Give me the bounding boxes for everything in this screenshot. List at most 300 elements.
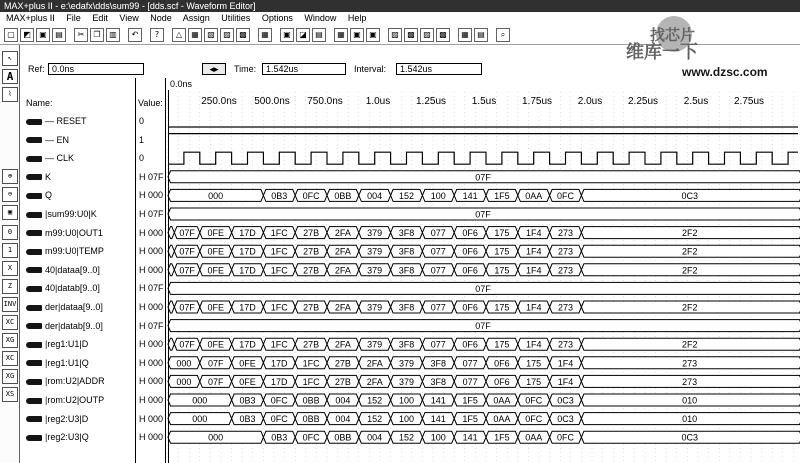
program-icon[interactable]: ▩ — [436, 28, 450, 42]
waveform-12[interactable] — [168, 338, 800, 350]
compiler-icon[interactable]: ▦ — [188, 28, 202, 42]
input-pin-icon — [26, 137, 42, 143]
bus-value-label: 1F5 — [494, 432, 510, 443]
signal-name-row[interactable] — [20, 112, 135, 130]
bus-value-label: 0BB — [302, 395, 320, 406]
dzsc-logo — [614, 12, 800, 82]
bus-value-label: 0BB — [334, 190, 352, 201]
signal-name-row[interactable] — [20, 261, 135, 279]
bus-node-icon — [26, 379, 42, 385]
bus-node-icon — [26, 193, 42, 199]
open-icon[interactable]: ◩ — [20, 28, 34, 42]
tick-label: 1.25us — [415, 96, 447, 107]
waveform-9[interactable] — [168, 282, 800, 294]
signal-value: H 000 — [139, 413, 164, 424]
bus-value-label: 07F — [475, 283, 491, 294]
signal-name: der|dataa[9..0] — [45, 302, 103, 312]
logo-mid-text: 维库一下 — [626, 42, 698, 63]
bus-value-label: 0FE — [207, 265, 224, 276]
bus-value-label: 2FA — [334, 265, 351, 276]
bus-node-icon — [26, 286, 42, 292]
bus-value-label: 152 — [398, 190, 415, 201]
waveform-area[interactable] — [166, 78, 800, 463]
bus-value-label: 2F2 — [681, 265, 698, 276]
invert-icon[interactable]: INV — [2, 297, 18, 312]
bus-value-label: 1FC — [302, 376, 320, 387]
signal-name-row[interactable] — [20, 391, 135, 409]
signal-name: |reg2:U3|D — [45, 413, 89, 424]
signal-name-row[interactable] — [20, 335, 135, 353]
bus-value-label: 1FC — [270, 228, 288, 239]
floorplan-icon[interactable]: ▦ — [258, 28, 272, 42]
bus-value-label: 0FC — [525, 395, 543, 406]
bus-value-label: 27B — [303, 228, 320, 239]
waveform-10[interactable] — [168, 301, 800, 313]
waveform-16[interactable] — [168, 413, 800, 425]
bus-value-label: 1FC — [302, 358, 320, 369]
signal-name-row[interactable] — [20, 317, 135, 335]
bus-value-label: 0B3 — [239, 395, 256, 406]
programmer-icon[interactable]: ▩ — [236, 28, 250, 42]
bus-value-label: 175 — [494, 339, 510, 350]
signal-name: |reg1:U1|Q — [45, 357, 89, 368]
bus-value-label: 0F6 — [494, 358, 510, 369]
signal-name: |rom:U2|OUTP — [45, 395, 105, 405]
bus-value-label: 077 — [430, 302, 446, 313]
waveform-17[interactable] — [168, 431, 800, 443]
menu-app[interactable]: MAX+plus II — [6, 13, 55, 23]
timing-icon[interactable]: ▨ — [220, 28, 234, 42]
value-column-header: Value: — [138, 98, 163, 108]
signal-name-row[interactable] — [20, 410, 135, 428]
signal-name: K — [45, 171, 52, 182]
symbol-editor-icon[interactable]: ◪ — [296, 28, 310, 42]
bus-value-label: 0C3 — [681, 190, 698, 201]
bus-value-label: 17D — [271, 376, 288, 387]
bus-value-label: 1F4 — [525, 302, 542, 313]
bus-value-label: 0BB — [334, 432, 352, 443]
bus-value-label: 0F6 — [462, 228, 478, 239]
bus-value-label: 152 — [398, 432, 415, 443]
signal-name: |sum99:U0|K — [45, 209, 97, 219]
bus-value-label: 0FC — [270, 395, 288, 406]
signal-name-column — [20, 78, 136, 463]
waveform-14[interactable] — [168, 375, 800, 387]
bus-value-label: 2FA — [334, 339, 351, 350]
bus-value-label: 3F8 — [398, 302, 415, 313]
logo-top-text: 找芯片 — [650, 26, 696, 44]
reference-bar — [20, 61, 620, 77]
bus-value-label: 0B3 — [239, 414, 256, 425]
bus-value-label: 077 — [430, 228, 446, 239]
tick-label: 2.5us — [683, 96, 709, 107]
name-column-header: Name: — [26, 98, 53, 108]
bus-value-label: 004 — [367, 432, 383, 443]
waveform-15[interactable] — [168, 394, 800, 406]
bus-value-label: 175 — [494, 228, 510, 239]
window-title: MAX+plus II - e:\edafx\dds\sum99 - [dds.scf - Waveform Editor] — [4, 1, 256, 11]
bus-value-label: 0FE — [239, 376, 256, 387]
bus-value-label: 27B — [303, 265, 320, 276]
bus-value-label: 2FA — [366, 376, 383, 387]
bus-value-label: 1FC — [270, 302, 288, 313]
bus-value-label: 175 — [494, 246, 510, 257]
menu-help[interactable]: Help — [347, 13, 367, 23]
left-tool-palette — [0, 45, 20, 463]
bus-value-label: 0F6 — [462, 246, 478, 257]
bus-value-label: 27B — [334, 358, 351, 369]
timeline-origin-label: 0.0ns — [170, 79, 193, 89]
bus-value-label: 07F — [207, 376, 224, 387]
bus-value-label: 0C3 — [681, 432, 698, 443]
signal-value: H 07F — [139, 283, 164, 294]
tick-label: 2.25us — [627, 96, 659, 107]
bus-value-label: 1FC — [270, 339, 288, 350]
signal-value-column — [136, 78, 166, 463]
bus-value-label: 1F4 — [525, 246, 542, 257]
bus-node-icon — [26, 267, 42, 273]
interval-label: Interval: — [354, 64, 387, 74]
count-value-icon[interactable]: XC — [2, 315, 18, 330]
bus-value-label: 0F6 — [494, 376, 510, 387]
signal-name-row[interactable] — [20, 131, 135, 149]
compile-icon[interactable]: ▨ — [388, 28, 402, 42]
bus-value-label: 1F4 — [525, 265, 542, 276]
bus-value-label: 000 — [208, 432, 224, 443]
waveform-7[interactable] — [168, 245, 800, 257]
bus-value-label: 100 — [398, 395, 415, 406]
waveform-2[interactable] — [168, 152, 798, 164]
bus-value-label: 07F — [475, 321, 491, 332]
paste-icon[interactable]: ▥ — [106, 28, 120, 42]
bus-value-label: 175 — [526, 376, 542, 387]
signal-name-row[interactable] — [20, 372, 135, 390]
hierarchy-icon[interactable]: △ — [172, 28, 186, 42]
signal-name: m99:U0|TEMP — [45, 246, 104, 257]
undo-icon[interactable]: ↶ — [128, 28, 142, 42]
bus-value-label: 17D — [239, 302, 256, 313]
bus-value-label: 379 — [367, 302, 383, 313]
bus-value-label: 004 — [335, 414, 351, 425]
text-editor-icon[interactable]: ▤ — [312, 28, 326, 42]
bus-value-label: 004 — [335, 395, 351, 406]
menu-options[interactable]: Options — [261, 13, 293, 23]
tick-label: 1.0us — [365, 96, 391, 107]
bus-value-label: 07F — [207, 358, 224, 369]
signal-value: H 000 — [139, 357, 164, 368]
tick-label: 2.0us — [577, 96, 603, 107]
bus-node-icon — [26, 360, 42, 366]
bus-value-label: 100 — [430, 432, 446, 443]
waveform-tool-icon[interactable]: ⌇ — [2, 87, 18, 102]
bus-value-label: 000 — [192, 414, 208, 425]
print-icon[interactable]: ▤ — [52, 28, 66, 42]
bus-value-label: 2FA — [334, 302, 351, 313]
bus-value-label: 175 — [494, 265, 510, 276]
menu-node[interactable]: Node — [150, 13, 172, 23]
bus-value-label: 077 — [430, 246, 446, 257]
bus-value-label: 27B — [303, 339, 320, 350]
signal-value: 1 — [139, 134, 145, 145]
interval-value: 1.542us — [396, 63, 482, 75]
tick-label: 750.0ns — [307, 96, 343, 107]
bus-value-label: 379 — [398, 358, 415, 369]
bus-value-label: 141 — [462, 190, 478, 201]
bus-value-label: 0F6 — [462, 302, 478, 313]
signal-value: H 000 — [139, 376, 164, 387]
ref-time-input[interactable]: 0.0ns — [48, 63, 144, 75]
signal-name: — RESET — [45, 116, 87, 126]
signal-name-row[interactable] — [20, 224, 135, 242]
bus-node-icon — [26, 435, 42, 441]
signal-name-row[interactable] — [20, 168, 135, 186]
bus-value-label: 17D — [239, 339, 256, 350]
bus-value-label: 0AA — [525, 190, 543, 201]
bus-value-label: 1F4 — [525, 228, 542, 239]
bus-value-label: 141 — [462, 432, 478, 443]
bus-value-label: 07F — [475, 172, 491, 183]
waveform-4[interactable] — [168, 189, 800, 201]
bus-value-label: 1F4 — [525, 339, 542, 350]
signal-name: m99:U0|OUT1 — [45, 227, 103, 238]
bus-value-label: 100 — [430, 190, 446, 201]
bus-value-label: 0F6 — [462, 339, 478, 350]
group-value-icon[interactable]: XG — [2, 333, 18, 348]
menu-edit[interactable]: Edit — [92, 13, 108, 23]
cursor-step-buttons[interactable]: ◂▸ — [202, 63, 226, 75]
waveform-11[interactable] — [168, 320, 800, 332]
waveform-6[interactable] — [168, 227, 800, 239]
signal-value: 0 — [139, 116, 145, 126]
overwrite-group-icon[interactable]: XG — [2, 369, 18, 384]
bus-value-label: 0FC — [302, 432, 320, 443]
bus-node-icon — [26, 249, 42, 255]
analyze-icon[interactable]: ▨ — [420, 28, 434, 42]
bus-value-label: 07F — [179, 246, 195, 257]
time-value: 1.542us — [262, 63, 346, 75]
signal-value: 0 — [139, 153, 145, 164]
bus-value-label: 273 — [557, 302, 574, 313]
bus-value-label: 0FE — [207, 228, 224, 239]
waveform-13[interactable] — [168, 357, 800, 369]
signal-value: H 000 — [139, 339, 164, 350]
bus-value-label: 17D — [239, 228, 256, 239]
menu-window[interactable]: Window — [304, 13, 337, 23]
waveform-editor-icon[interactable]: ▦ — [334, 28, 348, 42]
tick-label: 2.75us — [733, 96, 765, 107]
signal-name-row[interactable] — [20, 186, 135, 204]
bus-value-label: 1FC — [270, 246, 288, 257]
force-0-icon[interactable]: 0 — [2, 225, 18, 240]
grid-snap-icon[interactable]: ▤ — [474, 28, 488, 42]
bus-value-label: 175 — [494, 302, 510, 313]
menu-view[interactable]: View — [119, 13, 139, 23]
cut-icon[interactable]: ✂ — [74, 28, 88, 42]
time-label: Time: — [234, 64, 257, 74]
bus-value-label: 273 — [557, 339, 574, 350]
signal-value: H 000 — [139, 190, 164, 201]
simulator-icon[interactable]: ▧ — [204, 28, 218, 42]
signal-name-row[interactable] — [20, 279, 135, 297]
signal-name: |reg2:U3|Q — [45, 432, 89, 443]
signal-name: der|datab[9..0] — [45, 320, 103, 331]
bus-value-label: 141 — [430, 414, 446, 425]
menu-assign[interactable]: Assign — [182, 13, 210, 23]
bus-value-label: 1F4 — [557, 376, 574, 387]
force-z-icon[interactable]: Z — [2, 279, 18, 294]
zoom-icon[interactable]: ⌕ — [496, 28, 510, 42]
bus-node-icon — [26, 323, 42, 329]
tick-label: 1.75us — [521, 96, 553, 107]
bus-node-icon — [26, 212, 42, 218]
new-icon[interactable]: ▢ — [4, 28, 18, 42]
bus-value-label: 152 — [367, 414, 383, 425]
signal-name: — EN — [45, 134, 70, 145]
signal-name-row[interactable] — [20, 354, 135, 372]
bus-value-label: 27B — [303, 246, 320, 257]
bus-value-label: 1F4 — [557, 358, 574, 369]
bus-value-label: 0B3 — [271, 432, 288, 443]
bus-value-label: 07F — [179, 302, 195, 313]
zoom-out-icon[interactable]: ⊖ — [2, 187, 18, 202]
bus-value-label: 100 — [398, 414, 415, 425]
bus-value-label: 2F2 — [681, 228, 698, 239]
fit-window-icon[interactable]: ▣ — [2, 205, 18, 220]
bus-value-label: 17D — [239, 246, 256, 257]
bus-value-label: 07F — [179, 228, 195, 239]
bus-value-label: 0FC — [556, 190, 575, 201]
time-cursor[interactable] — [168, 90, 169, 463]
bus-value-label: 0AA — [493, 395, 511, 406]
select-tool-icon[interactable]: ↖ — [2, 51, 18, 66]
signal-name-row[interactable] — [20, 242, 135, 260]
bus-value-label: 0C3 — [557, 395, 574, 406]
menu-utilities[interactable]: Utilities — [221, 13, 251, 23]
bus-value-label: 1F5 — [462, 414, 478, 425]
bus-value-label: 0B3 — [271, 190, 288, 201]
signal-name: Q — [45, 190, 53, 201]
input-pin-icon — [26, 156, 42, 162]
signal-value: H 07F — [139, 171, 164, 182]
signal-name: 40|datab[9..0] — [45, 283, 100, 294]
bus-value-label: 000 — [192, 395, 208, 406]
bus-node-icon — [26, 174, 42, 180]
force-x-icon[interactable]: X — [2, 261, 18, 276]
bus-value-label: 175 — [526, 358, 542, 369]
simulate-icon[interactable]: ▩ — [404, 28, 418, 42]
logo-url: www.dzsc.com — [682, 65, 768, 79]
signal-value: H 000 — [139, 246, 164, 257]
bus-value-label: 3F8 — [398, 265, 415, 276]
tick-label: 250.0ns — [201, 96, 237, 107]
bus-value-label: 0F6 — [462, 265, 478, 276]
signal-name-row[interactable] — [20, 428, 135, 446]
waveform-5[interactable] — [168, 208, 800, 220]
project-check-icon[interactable]: ▣ — [366, 28, 380, 42]
bus-value-label: 1FC — [270, 265, 288, 276]
waveform-3[interactable] — [168, 171, 800, 183]
waveform-8[interactable] — [168, 264, 800, 276]
bus-node-icon — [26, 416, 42, 422]
bus-value-label: 0C3 — [557, 414, 574, 425]
bus-value-label: 2FA — [366, 358, 383, 369]
ref-label: Ref: — [28, 64, 45, 74]
grid-icon[interactable]: ▦ — [458, 28, 472, 42]
overwrite-clock-icon[interactable]: XC — [2, 351, 18, 366]
bus-value-label: 0AA — [525, 432, 543, 443]
bus-value-label: 1F5 — [494, 190, 510, 201]
bus-value-label: 17D — [239, 265, 256, 276]
signal-name-row[interactable] — [20, 149, 135, 167]
bus-value-label: 2F2 — [681, 339, 698, 350]
bus-value-label: 3F8 — [398, 228, 415, 239]
bus-value-label: 077 — [430, 265, 446, 276]
bus-value-label: 07F — [475, 209, 491, 220]
bus-value-label: 010 — [682, 414, 698, 425]
bus-value-label: 077 — [462, 358, 478, 369]
bus-value-label: 0FC — [556, 432, 575, 443]
bus-value-label: 000 — [176, 376, 192, 387]
force-1-icon[interactable]: 1 — [2, 243, 18, 258]
bus-value-label: 000 — [208, 190, 224, 201]
bus-value-label: 273 — [557, 228, 574, 239]
bus-value-label: 273 — [682, 358, 698, 369]
project-save-icon[interactable]: ▣ — [350, 28, 364, 42]
signal-value: H 000 — [139, 264, 164, 275]
text-tool-icon[interactable]: A — [2, 69, 18, 84]
bus-value-label: 2FA — [334, 228, 351, 239]
signal-name-row[interactable] — [20, 205, 135, 223]
bus-value-label: 273 — [682, 376, 698, 387]
bus-value-label: 0BB — [302, 414, 320, 425]
bus-value-label: 379 — [367, 228, 383, 239]
help-icon[interactable]: ? — [150, 28, 164, 42]
bus-value-label: 0AA — [493, 414, 511, 425]
bus-value-label: 004 — [367, 190, 383, 201]
bus-value-label: 010 — [682, 395, 698, 406]
bus-value-label: 077 — [462, 376, 478, 387]
clock-trace — [168, 152, 798, 164]
bus-value-label: 07F — [179, 339, 195, 350]
signal-name-row[interactable] — [20, 298, 135, 316]
signal-value: H 000 — [139, 227, 164, 238]
signal-value: H 07F — [139, 209, 164, 219]
bus-value-label: 3F8 — [398, 246, 415, 257]
bus-value-label: 27B — [303, 302, 320, 313]
bus-value-label: 2FA — [334, 246, 351, 257]
signal-name: — CLK — [45, 153, 75, 164]
graphic-editor-icon[interactable]: ▣ — [280, 28, 294, 42]
copy-icon[interactable]: ❐ — [90, 28, 104, 42]
signal-value: H 000 — [139, 302, 164, 312]
bus-node-icon — [26, 305, 42, 311]
save-icon[interactable]: ▣ — [36, 28, 50, 42]
bus-value-label: 273 — [557, 265, 574, 276]
signal-name: |reg1:U1|D — [45, 339, 89, 350]
menu-file[interactable]: File — [66, 13, 81, 23]
bus-value-label: 379 — [367, 265, 383, 276]
overwrite-set-icon[interactable]: XS — [2, 387, 18, 402]
bus-value-label: 141 — [430, 395, 446, 406]
bus-node-icon — [26, 342, 42, 348]
bus-value-label: 0FE — [239, 358, 256, 369]
bus-value-label: 3F8 — [398, 339, 415, 350]
window-title-bar — [0, 0, 800, 12]
signal-name: 40|dataa[9..0] — [45, 264, 100, 275]
zoom-in-icon[interactable]: ⊕ — [2, 169, 18, 184]
bus-node-icon — [26, 398, 42, 404]
bus-value-label: 273 — [557, 246, 574, 257]
